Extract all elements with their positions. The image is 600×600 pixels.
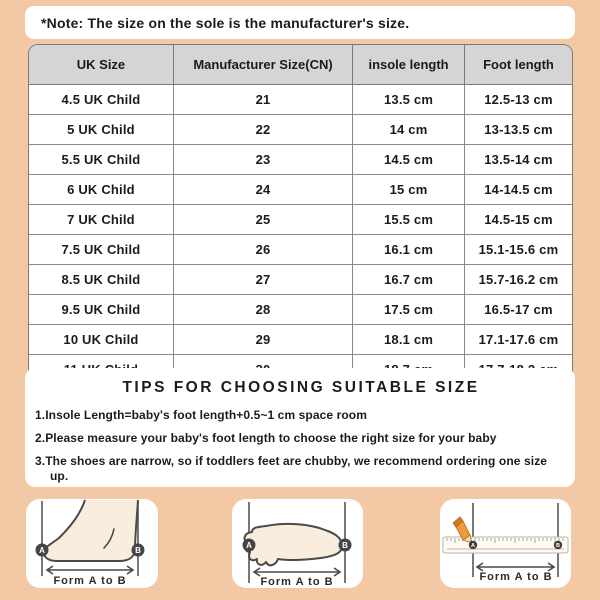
- table-cell: 13.5 cm: [353, 85, 465, 115]
- table-cell: 13-13.5 cm: [464, 115, 572, 145]
- table-cell: 24: [173, 175, 352, 205]
- point-a-label: A: [246, 541, 252, 550]
- table-cell: 8.5 UK Child: [29, 265, 173, 295]
- table-cell: 15 cm: [353, 175, 465, 205]
- tip-item-2: 2.Please measure your baby's foot length to choose the right size for your baby: [35, 431, 497, 445]
- table-cell: 21: [173, 85, 352, 115]
- note-text: *Note: The size on the sole is the manufacturer's size.: [41, 14, 410, 31]
- table-cell: 9.5 UK Child: [29, 295, 173, 325]
- table-cell: 5 UK Child: [29, 115, 173, 145]
- table-row: [29, 325, 572, 355]
- ruler-measure-icon: [440, 499, 571, 588]
- table-cell: 22: [173, 115, 352, 145]
- table-cell: 18.1 cm: [353, 325, 465, 355]
- table-cell: 14.5-15 cm: [464, 205, 572, 235]
- table-row: [29, 115, 572, 145]
- point-a-label: A: [471, 543, 475, 549]
- table-cell: 15.1-15.6 cm: [464, 235, 572, 265]
- column-header-insole-length: insole length: [353, 45, 465, 85]
- table-row: [29, 145, 572, 175]
- size-table-body: [29, 85, 572, 385]
- table-cell: 7.5 UK Child: [29, 235, 173, 265]
- table-cell: 25: [173, 205, 352, 235]
- point-a-label: A: [39, 546, 45, 555]
- foot-side-measure-icon: [26, 499, 158, 588]
- table-cell: 17.5 cm: [353, 295, 465, 325]
- tips-title: TIPS FOR CHOOSING SUITABLE SIZE: [122, 379, 480, 396]
- tip-item-1: 1.Insole Length=baby's foot length+0.5~1 cm space room: [35, 408, 368, 422]
- tips-panel: [25, 368, 575, 487]
- table-cell: 10 UK Child: [29, 325, 173, 355]
- diagram-caption: Form A to B: [479, 571, 553, 583]
- diagram-caption: Form A to B: [260, 576, 334, 588]
- table-cell: 16.1 cm: [353, 235, 465, 265]
- table-cell: 26: [173, 235, 352, 265]
- table-cell: 28: [173, 295, 352, 325]
- table-cell: 29: [173, 325, 352, 355]
- diagram-caption: Form A to B: [53, 575, 127, 587]
- ruler-icon: [443, 537, 568, 553]
- table-cell: 12.5-13 cm: [464, 85, 572, 115]
- diagram-foot-side-view: [26, 499, 158, 588]
- table-cell: 16.7 cm: [353, 265, 465, 295]
- column-header-manufacturer-size: Manufacturer Size(CN): [173, 45, 352, 85]
- note-banner: [25, 6, 575, 39]
- table-cell: 14.5 cm: [353, 145, 465, 175]
- foot-top-measure-icon: [232, 499, 363, 588]
- size-chart-table: [28, 44, 573, 385]
- table-cell: 17.1-17.6 cm: [464, 325, 572, 355]
- table-header-row: [29, 45, 572, 85]
- table-cell: 5.5 UK Child: [29, 145, 173, 175]
- table-cell: 4.5 UK Child: [29, 85, 173, 115]
- table-row: [29, 265, 572, 295]
- table-cell: 15.7-16.2 cm: [464, 265, 572, 295]
- table-cell: 14-14.5 cm: [464, 175, 572, 205]
- table-cell: 14 cm: [353, 115, 465, 145]
- column-header-uk-size: UK Size: [29, 45, 173, 85]
- table-cell: 23: [173, 145, 352, 175]
- table-cell: 27: [173, 265, 352, 295]
- table-row: [29, 235, 572, 265]
- table-row: [29, 85, 572, 115]
- point-b-label: B: [135, 546, 141, 555]
- table-row: [29, 205, 572, 235]
- point-b-label: B: [342, 541, 348, 550]
- table-cell: 13.5-14 cm: [464, 145, 572, 175]
- diagram-ruler-measure: [440, 499, 571, 588]
- table-row: [29, 295, 572, 325]
- diagram-foot-top-view: [232, 499, 363, 588]
- point-b-label: B: [556, 543, 560, 549]
- table-cell: 16.5-17 cm: [464, 295, 572, 325]
- table-cell: 15.5 cm: [353, 205, 465, 235]
- table-cell: 7 UK Child: [29, 205, 173, 235]
- table-cell: 6 UK Child: [29, 175, 173, 205]
- table-row: [29, 175, 572, 205]
- tip-item-3: 3.The shoes are narrow, so if toddlers feet are chubby, we recommend ordering one size up.: [35, 454, 548, 483]
- column-header-foot-length: Foot length: [464, 45, 572, 85]
